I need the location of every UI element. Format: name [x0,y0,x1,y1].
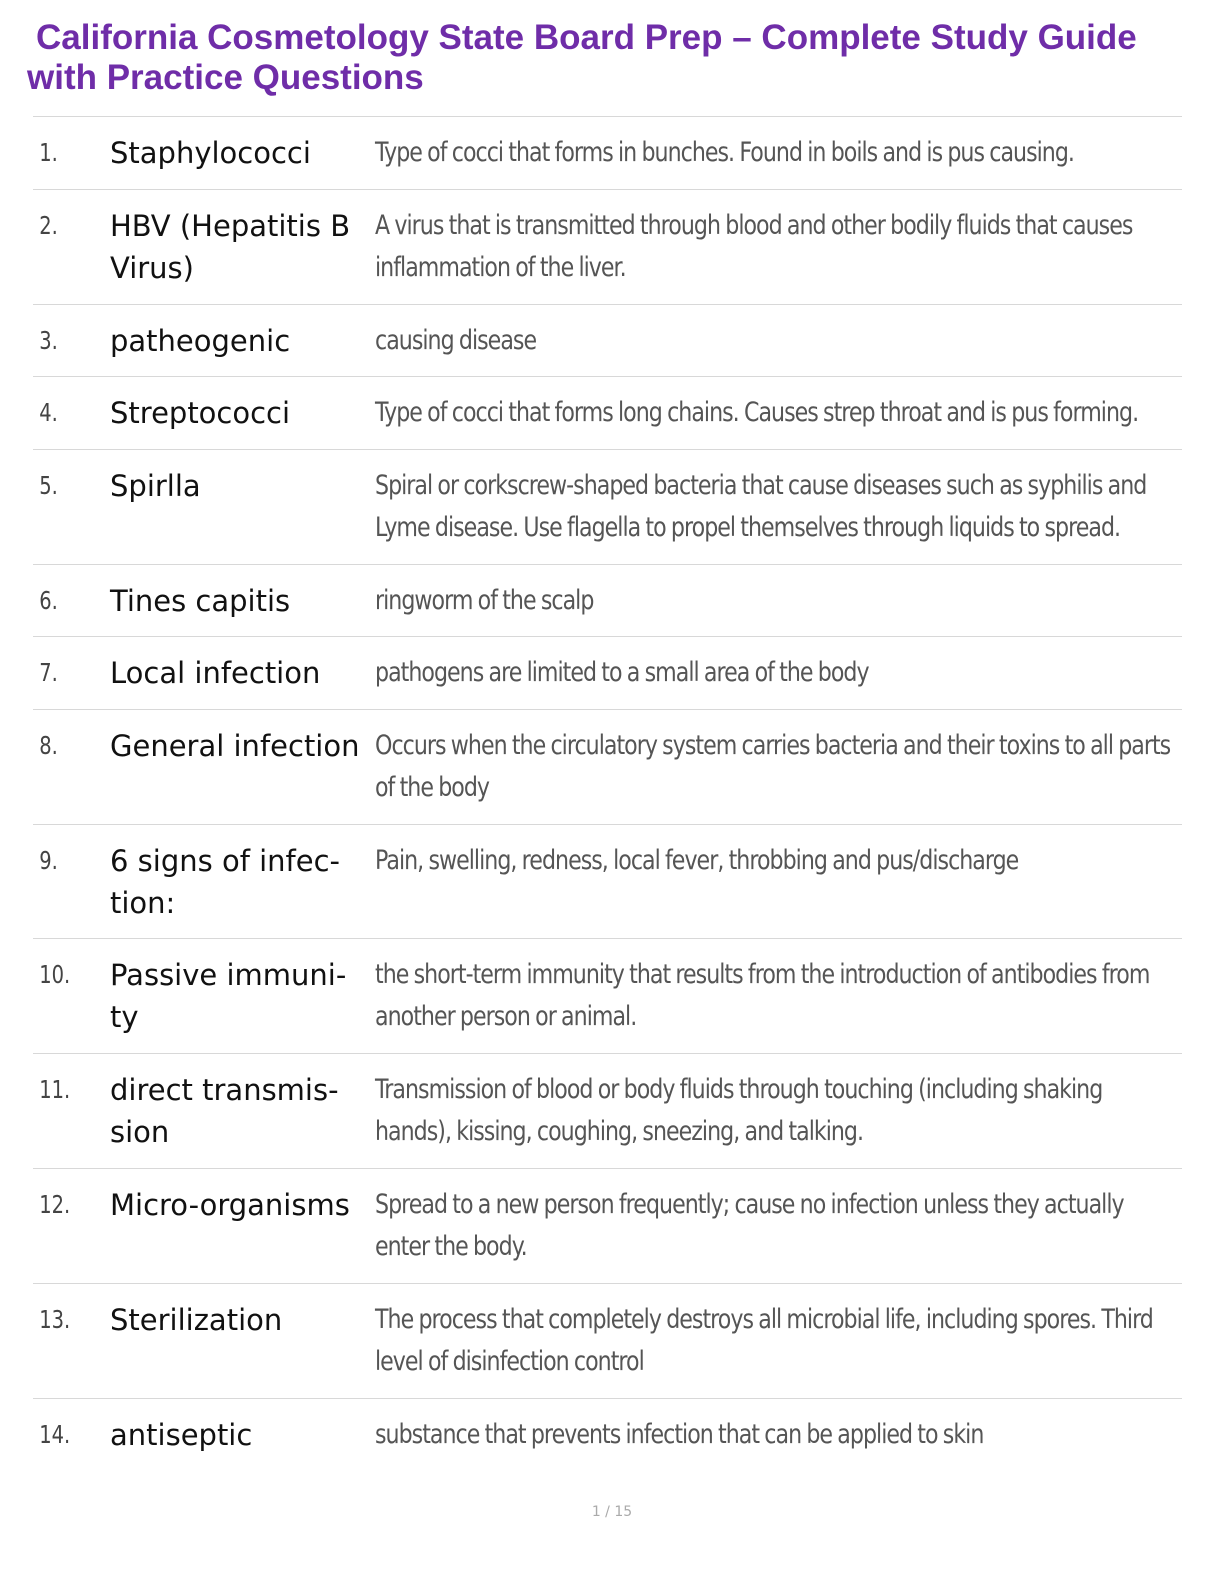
row-number: 12. [39,1189,71,1219]
definition [375,392,1182,435]
definition-text: Occurs when the circulatory system carries bacteria and their toxins to all parts of the body [375,729,1171,803]
term: antiseptic [110,1417,253,1452]
row-number: 14. [39,1419,71,1449]
row-number: 2. [39,210,58,240]
row-number: 7. [39,658,58,687]
definition-text: Transmission of blood or body fluids through touching (including shaking hands), kissing, coughing, sneezing, and talking. [375,1073,1103,1147]
term: Tines capitis [110,583,291,618]
row-number: 10. [39,959,71,989]
definition-text: causing disease [375,324,537,356]
table-row [33,1284,1182,1399]
definition-text: The process that completely destroys all microbial life, including spores. Third level of disinfection control [375,1303,1153,1377]
table-row [33,825,1182,939]
table-row [33,1054,1182,1169]
definition [375,1184,1182,1269]
row-number: 13. [39,1304,71,1334]
term: Micro-organisms [110,1187,350,1222]
table-row [33,637,1182,710]
table-row [33,565,1182,638]
definition [375,320,1182,363]
definition [375,465,1182,550]
definition-text: the short-term immunity that results from the introduction of antibodies from another person or animal. [375,958,1150,1032]
definition [375,1069,1182,1154]
term: direct transmis- sion [110,1072,339,1149]
term: 6 signs of infec- tion: [110,843,341,920]
definition [375,1299,1182,1384]
definition [375,652,1182,695]
definition [375,205,1182,290]
definition-text: Type of cocci that forms in bunches. Found in boils and is pus causing. [375,137,1074,168]
row-number: 8. [39,730,58,760]
term: Sterilization [110,1302,283,1337]
term: Streptococci [110,396,291,430]
definition [375,132,1182,175]
definition-text: pathogens are limited to a small area of the body [375,657,869,688]
table-row [33,377,1182,450]
row-number: 3. [39,325,58,355]
definition-text: Spread to a new person frequently; cause no infection unless they actually enter the body. [375,1188,1124,1262]
term: General infection [110,728,360,763]
definition-text: Pain, swelling, redness, local fever, throbbing and pus/discharge [375,844,1019,876]
definition-text: Type of cocci that forms long chains. Causes strep throat and is pus forming. [375,397,1139,428]
term: Passive immuni- ty [110,957,347,1034]
term: patheogenic [110,323,291,358]
term: Local infection [110,656,321,690]
definition [375,954,1182,1039]
page-indicator: 1 / 15 [591,1504,633,1520]
definition-text: ringworm of the scalp [375,584,594,616]
row-number: 6. [39,585,58,615]
term: Spirlla [110,468,201,503]
definition-text: Spiral or corkscrew-shaped bacteria that cause diseases such as syphilis and Lyme disease. Use flagella to propel themselves through liquids to spread. [375,469,1147,543]
definition [375,840,1182,883]
term: HBV (Hepatitis B Virus) [110,208,351,285]
flashcard-table [33,116,1182,1470]
table-row [33,939,1182,1054]
term: Staphylococci [110,136,311,170]
table-row [33,117,1182,190]
table-row [33,305,1182,378]
row-number: 1. [39,138,58,167]
row-number: 11. [39,1074,71,1104]
table-row [33,1399,1182,1471]
table-row [33,710,1182,825]
definition-text: A virus that is transmitted through blood and other bodily fluids that causes inflammation of the liver. [375,209,1133,283]
table-row [33,190,1182,305]
definition [375,580,1182,623]
title-line-1: California Cosmetology State Board Prep – Complete Study Guide [36,18,1137,57]
document-title [27,18,1197,98]
row-number: 5. [39,470,58,500]
table-row [33,450,1182,565]
row-number: 9. [39,845,58,875]
definition-text: substance that prevents infection that can be applied to skin [375,1418,984,1450]
title-line-2: with Practice Questions [27,58,424,97]
definition [375,725,1182,810]
definition [375,1414,1182,1457]
row-number: 4. [39,398,58,427]
table-row [33,1169,1182,1284]
